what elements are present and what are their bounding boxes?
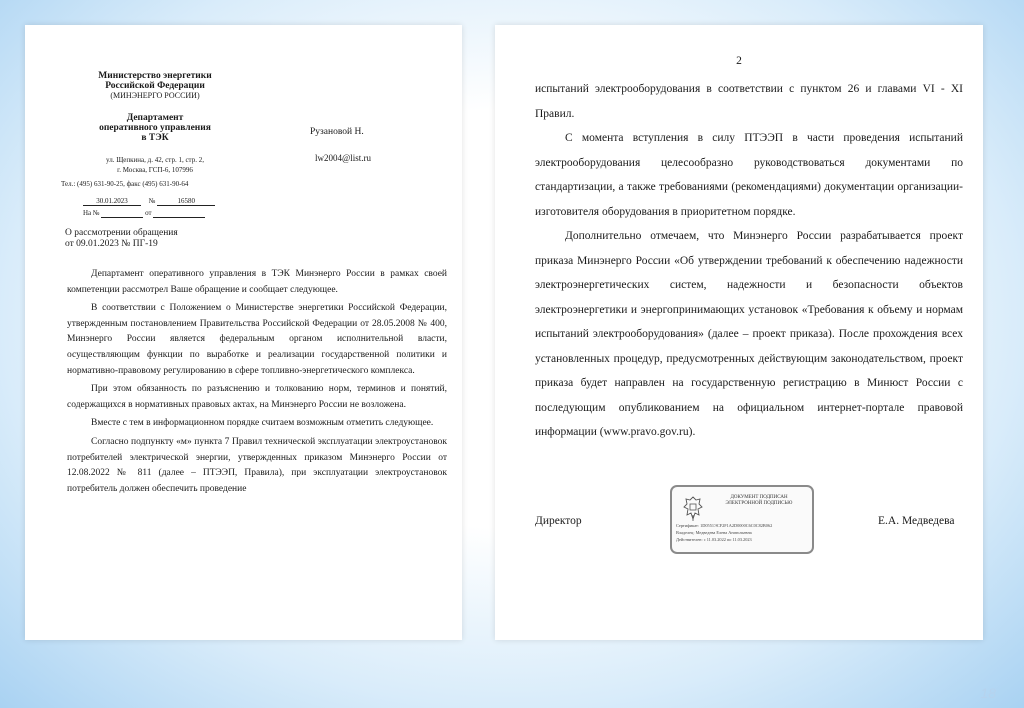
stamp-title: [710, 495, 808, 507]
department-address: [65, 155, 245, 175]
ref-label: На №: [83, 209, 100, 217]
stamp-certificate: Сертификат: 1D0551ЭCF2F1A2D0000C6C0C82B062: [676, 523, 773, 528]
electronic-signature-stamp: [670, 485, 814, 554]
department-header: [65, 113, 245, 143]
address-line-1: ул. Щепкина, д. 42, стр. 1, стр. 2,: [106, 156, 204, 164]
ref-from: от: [145, 209, 152, 217]
reference-line: [83, 209, 205, 218]
ministry-line-2: Российской Федерации: [105, 81, 205, 91]
subject-line-2: от 09.01.2023 № ПГ-19: [65, 239, 158, 249]
dept-line-2: оперативного управления: [99, 123, 211, 133]
registration-line: [83, 197, 215, 206]
signer-name: Е.А. Медведева: [878, 515, 955, 527]
body-paragraph: В соответствии с Положением о Министерстве энергетики Российской Федерации, утвержденным постановлением Правительства Российской Федерации от 28.05.2008 № 400, Минэнерго России является федеральным органом исполнительной власти, осуществляющим функции по выработке и реализации государственной политики и нормативно-правовому регулированию в сфере топливно-энергетического комплекса.: [67, 303, 447, 376]
reg-number: 16580: [157, 197, 215, 206]
body-paragraph: Дополнительно отмечаем, что Минэнерго России разрабатывается проект приказа Минэнерго России «Об утверждении требований к обеспечению надежности электроэнергетических систем, надежности и безопасности объектов электроэнергетики и энергопринимающих установок «Требования к объему и нормам испытаний электрооборудования» (далее – проект приказа). После прохождения всех установленных процедур, предусмотренных действующим законодательством, проект приказа будет направлен на государственную регистрацию в Минюст России с последующим опубликованием на официальном интернет-портале правовой информации (www.pravo.gov.ru).: [535, 230, 963, 438]
body-paragraph: Департамент оперативного управления в ТЭК Минэнерго России в рамках своей компетенции рассмотрел Ваше обращение и сообщает следующее.: [67, 269, 447, 295]
dept-line-1: Департамент: [126, 113, 184, 123]
stamp-validity: Действителен: с 11.03.2022 по 11.03.2023: [676, 537, 752, 542]
letter-page-2: [495, 25, 983, 640]
body-paragraph: С момента вступления в силу ПТЭЭП в части проведения испытаний электрооборудования целесообразно руководствоваться документами по стандартизации, а также требованиями (рекомендациями) документации организации-изготовителя оборудования в приоритетном порядке.: [535, 132, 963, 218]
reg-num-label: №: [148, 197, 156, 205]
dept-line-3: в ТЭК: [141, 133, 169, 143]
recipient-email: lw2004@list.ru: [315, 153, 372, 163]
signer-title: Директор: [535, 515, 582, 527]
address-phone: Тел.: (495) 631-90-25, факс (495) 631-90-64: [61, 180, 189, 188]
page-number: 2: [736, 55, 742, 67]
letter-body-continued: [535, 77, 963, 445]
subject-line-1: О рассмотрении обращения: [65, 228, 178, 238]
body-paragraph: При этом обязанность по разъяснению и толкованию норм, терминов и понятий, содержащихся в нормативных правовых актах, на Минэнерго России не возложена.: [67, 384, 447, 410]
body-paragraph: испытаний электрооборудования в соответствии с пунктом 26 и главами VI - XI Правил.: [535, 83, 963, 120]
body-paragraph: Вместе с тем в информационном порядке считаем возможным отметить следующее.: [91, 418, 434, 429]
subject: [65, 228, 178, 250]
ministry-line-1: Министерство энергетики: [98, 71, 212, 81]
address-line-2: г. Москва, ГСП-6, 107996: [117, 166, 193, 174]
stamp-title-line-2: ЭЛЕКТРОННОЙ ПОДПИСЬЮ: [725, 501, 793, 506]
ministry-header: [65, 71, 245, 101]
reg-date: 30.01.2023: [83, 197, 141, 206]
stamp-title-line-1: ДОКУМЕНТ ПОДПИСАН: [730, 495, 788, 500]
ministry-line-3: (МИНЭНЕРГО РОССИИ): [110, 91, 200, 100]
letter-body: [67, 267, 447, 497]
body-paragraph: Согласно подпункту «м» пункта 7 Правил технической эксплуатации электроустановок потребителей электрической энергии, утвержденных приказом Минэнерго России от 12.08.2022 № 811 (далее – ПТЭЭП, Правила), при эксплуатации электроустановок потребитель должен обеспечить проведение: [67, 436, 447, 494]
recipient-name: Рузановой Н.: [310, 127, 364, 137]
letter-page-1: [25, 25, 462, 640]
stamp-owner: Владелец: Медведева Елена Анатольевна: [676, 530, 752, 535]
coat-of-arms-icon: [682, 495, 704, 523]
slide-number: 18: [980, 685, 996, 701]
